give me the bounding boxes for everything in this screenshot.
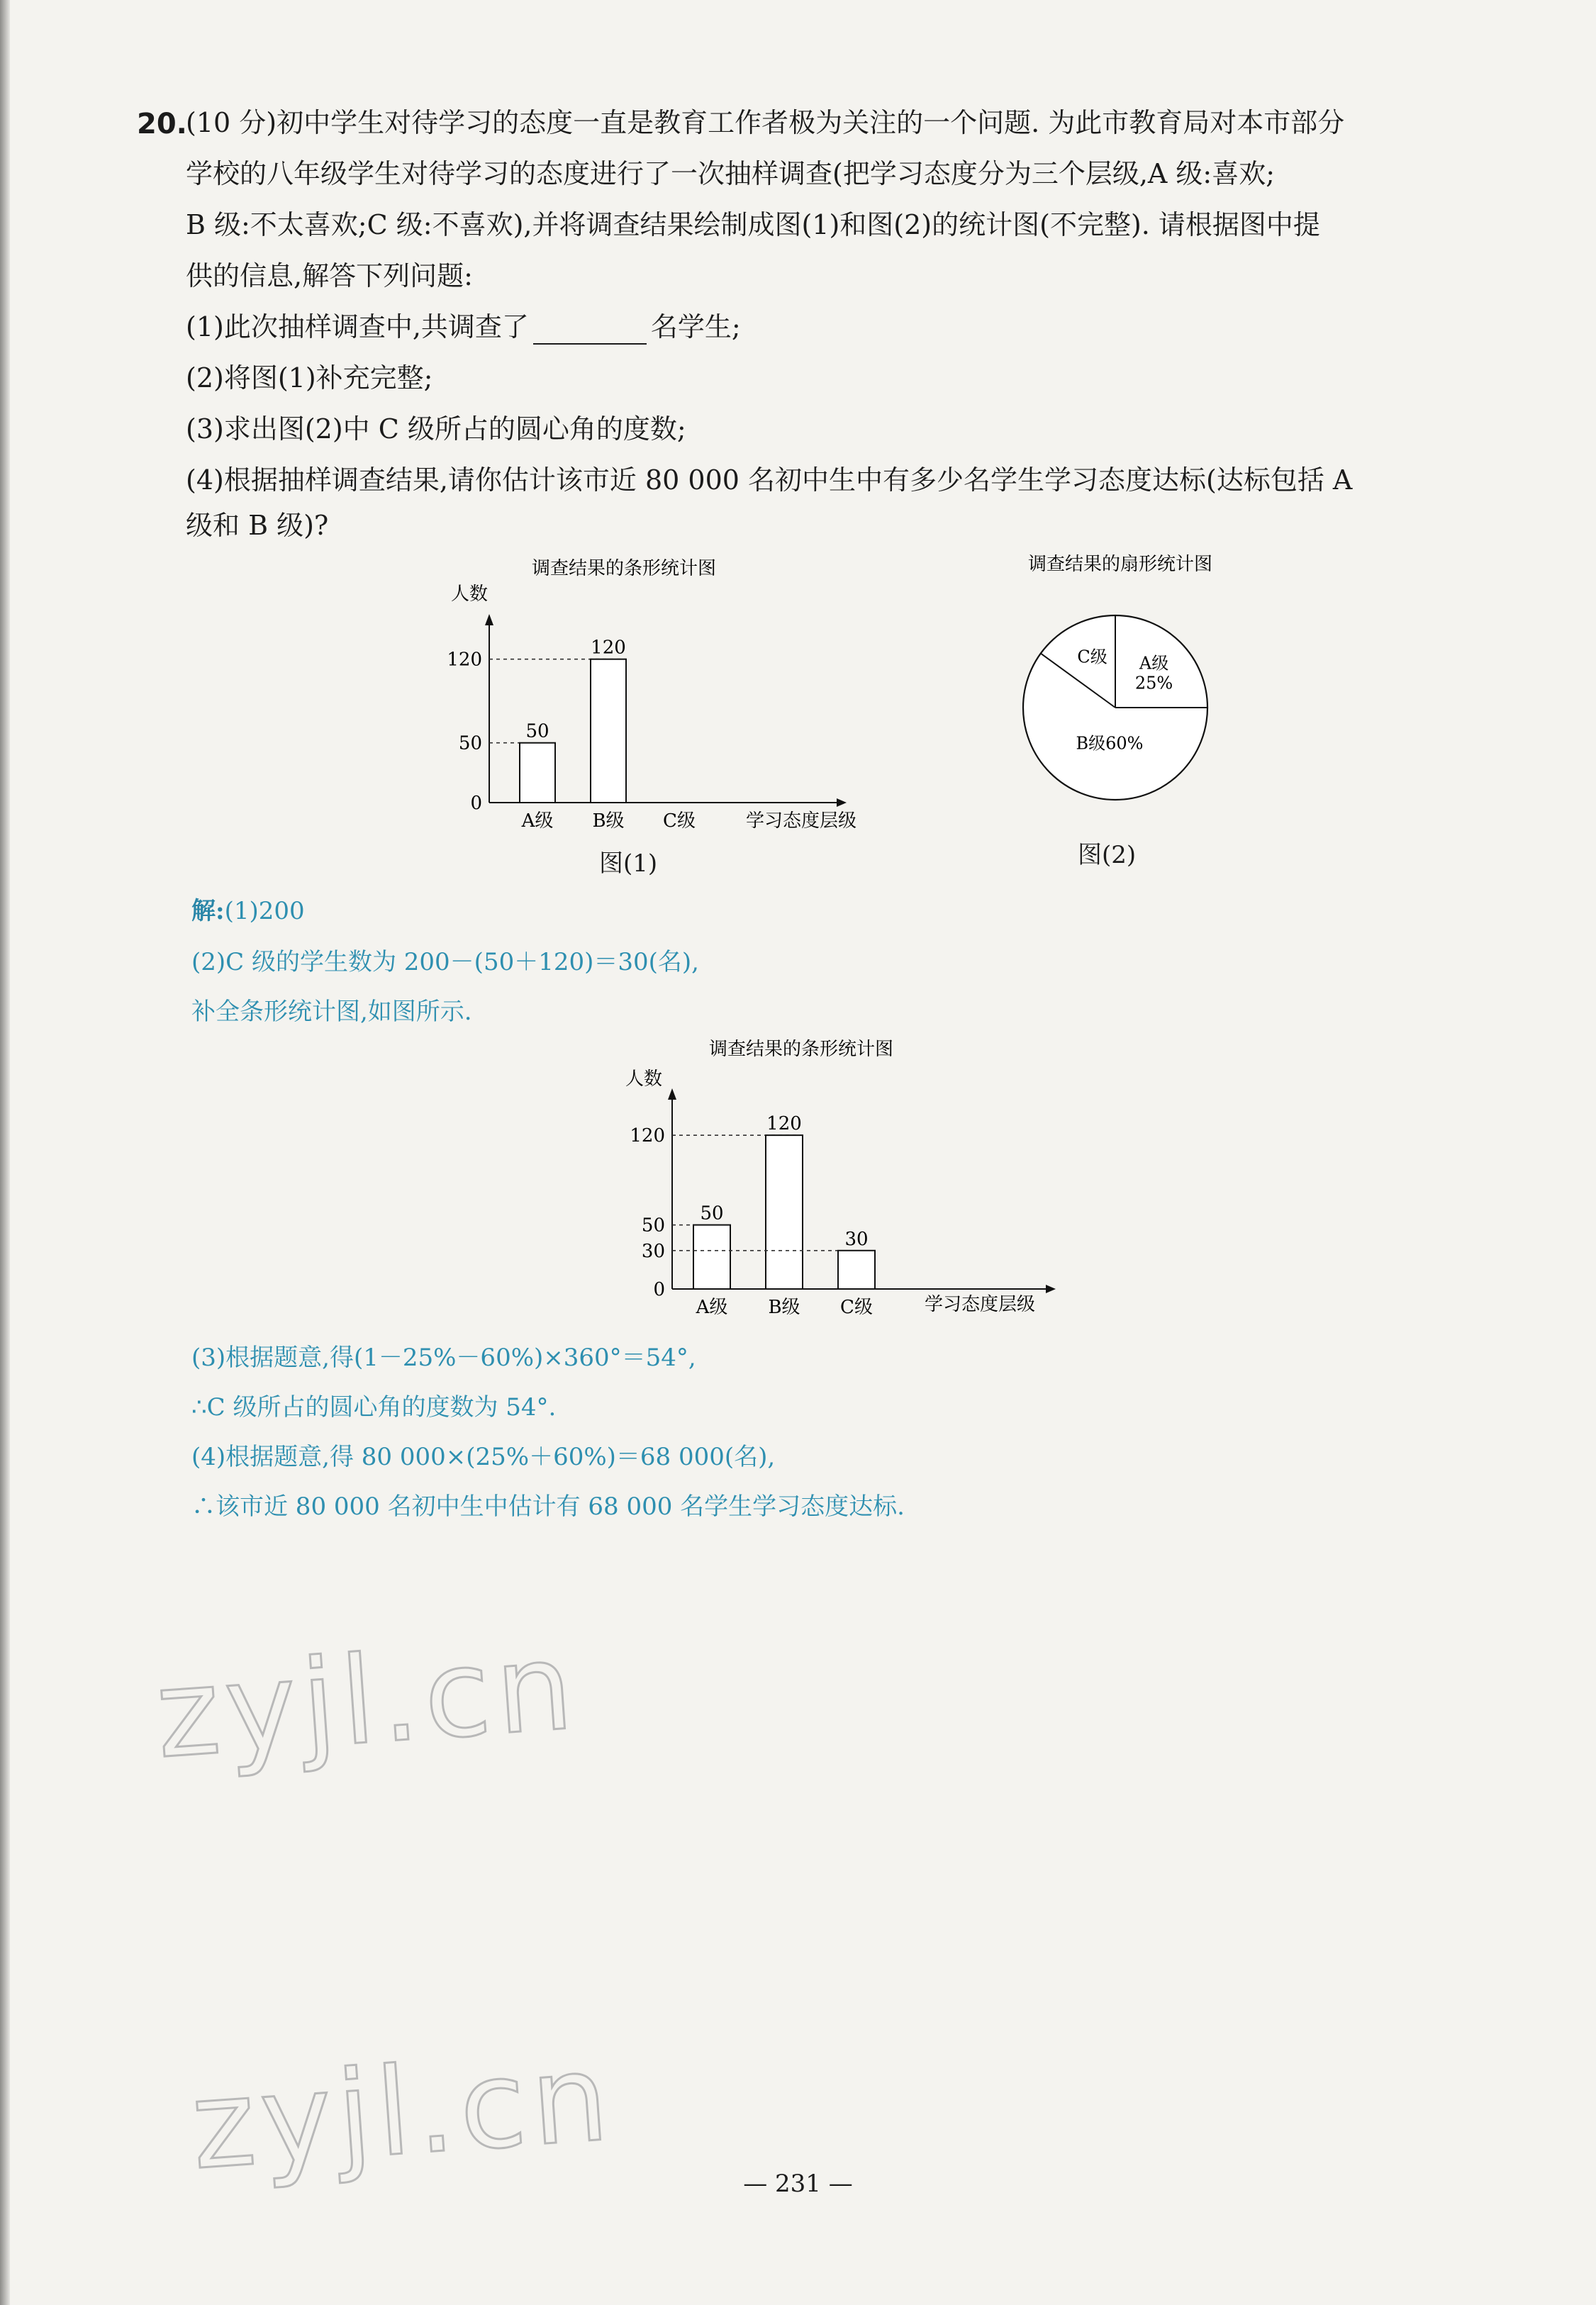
figure3-marks	[630, 1088, 1056, 1318]
y-axis-arrow	[485, 614, 493, 625]
figure1-title: 调查结果的条形统计图	[531, 558, 717, 579]
sub-question-4-line-1: (4)根据抽样调查结果,请你估计该市近 80 000 名初中生中有多少名学生学习态度达标(达标包括 A	[186, 464, 1353, 496]
figure3-bar-chart	[588, 1028, 1085, 1326]
solution-answer-1	[191, 895, 305, 927]
y-tick-label: 0	[470, 793, 482, 814]
y-tick-label: 50	[458, 732, 482, 754]
question-text-line-4: 供的信息,解答下列问题:	[186, 260, 473, 291]
data-label: 50	[525, 720, 549, 742]
solution-answer-2-line-2: 补全条形统计图,如图所示.	[191, 998, 472, 1026]
data-label: 120	[591, 637, 626, 659]
question-number: 20.	[137, 108, 187, 140]
sub-question-1	[186, 309, 741, 345]
page-number: — 231 —	[743, 2170, 853, 2198]
solution-answer-1-text: (1)200	[224, 897, 305, 925]
data-label: 120	[766, 1113, 802, 1135]
bar	[591, 659, 626, 803]
y-tick-label: 30	[641, 1240, 665, 1262]
watermark-logo: zyjl.cn	[186, 2027, 618, 2197]
bar	[838, 1251, 875, 1289]
y-tick-label: 50	[641, 1215, 665, 1237]
bar	[693, 1225, 730, 1289]
sub-question-2: (2)将图(1)补充完整;	[186, 362, 433, 394]
x-tick-label: B级	[768, 1297, 800, 1318]
bar	[520, 743, 555, 803]
y-axis-arrow	[668, 1088, 676, 1100]
figure3-xlabel: 学习态度层级	[924, 1294, 1036, 1315]
question-text-line-3: B 级:不太喜欢;C 级:不喜欢),并将调查结果绘制成图(1)和图(2)的统计图(不完整). 请根据图中提	[186, 209, 1320, 240]
x-axis-arrow	[1046, 1285, 1056, 1293]
question-text-line-1: (10 分)初中学生对待学习的态度一直是教育工作者极为关注的一个问题. 为此市教育局对本市部分	[186, 107, 1345, 138]
x-tick-label: A级	[521, 810, 554, 832]
x-tick-label: C级	[840, 1297, 873, 1318]
figure2-pie-chart	[978, 546, 1262, 830]
y-tick-label: 120	[447, 649, 482, 671]
sub-question-4-line-2: 级和 B 级)?	[186, 510, 329, 541]
figure1-bar-chart	[425, 546, 893, 879]
x-axis-arrow	[837, 798, 847, 807]
x-tick-label: A级	[696, 1297, 728, 1318]
figure3-ylabel: 人数	[625, 1068, 663, 1090]
solution-answer-4-line-1: (4)根据题意,得 80 000×(25%＋60%)＝68 000(名),	[191, 1443, 776, 1471]
question-text-line-2: 学校的八年级学生对待学习的态度进行了一次抽样调查(把学习态度分为三个层级,A 级:喜欢;	[186, 158, 1276, 189]
y-tick-label: 0	[653, 1279, 665, 1300]
solution-label: 解:	[191, 897, 225, 925]
sub-question-1-before: (1)此次抽样调查中,共调查了	[186, 311, 529, 342]
pie-slice-percent: 25%	[1134, 673, 1173, 693]
sub-question-1-after: 名学生;	[650, 311, 741, 342]
figure3-title: 调查结果的条形统计图	[708, 1039, 894, 1060]
solution-answer-3-line-2: ∴C 级所占的圆心角的度数为 54°.	[191, 1393, 557, 1422]
figure1-caption: 图(1)	[599, 849, 658, 878]
solution-answer-2-line-1: (2)C 级的学生数为 200－(50＋120)＝30(名),	[191, 948, 699, 976]
data-label: 50	[700, 1202, 724, 1224]
x-tick-label: B级	[592, 810, 625, 832]
figure1-ylabel: 人数	[450, 584, 489, 605]
figure2-title: 调查结果的扇形统计图	[1027, 554, 1213, 575]
answer-blank	[533, 319, 647, 345]
figure2-caption: 图(2)	[1078, 841, 1137, 869]
pie-slice-label: B级60%	[1076, 733, 1144, 754]
pie-slice-label: C级	[1077, 647, 1107, 667]
data-label: 30	[844, 1228, 869, 1250]
solution-answer-3-line-1: (3)根据题意,得(1－25%－60%)×360°＝54°,	[191, 1344, 696, 1372]
figure2-marks	[1023, 615, 1207, 800]
bar	[766, 1135, 803, 1289]
page-edge-shadow	[0, 0, 10, 2305]
x-tick-label: C级	[663, 810, 696, 832]
pie-slice-label: A级	[1139, 653, 1169, 674]
figure1-marks	[447, 614, 847, 832]
watermark-logo: zyjl.cn	[151, 1616, 583, 1786]
figure1-xlabel: 学习态度层级	[745, 810, 857, 832]
y-tick-label: 120	[630, 1125, 665, 1147]
sub-question-3: (3)求出图(2)中 C 级所占的圆心角的度数;	[186, 413, 686, 445]
solution-answer-4-line-2: ∴该市近 80 000 名初中生中估计有 68 000 名学生学习态度达标.	[191, 1492, 905, 1521]
